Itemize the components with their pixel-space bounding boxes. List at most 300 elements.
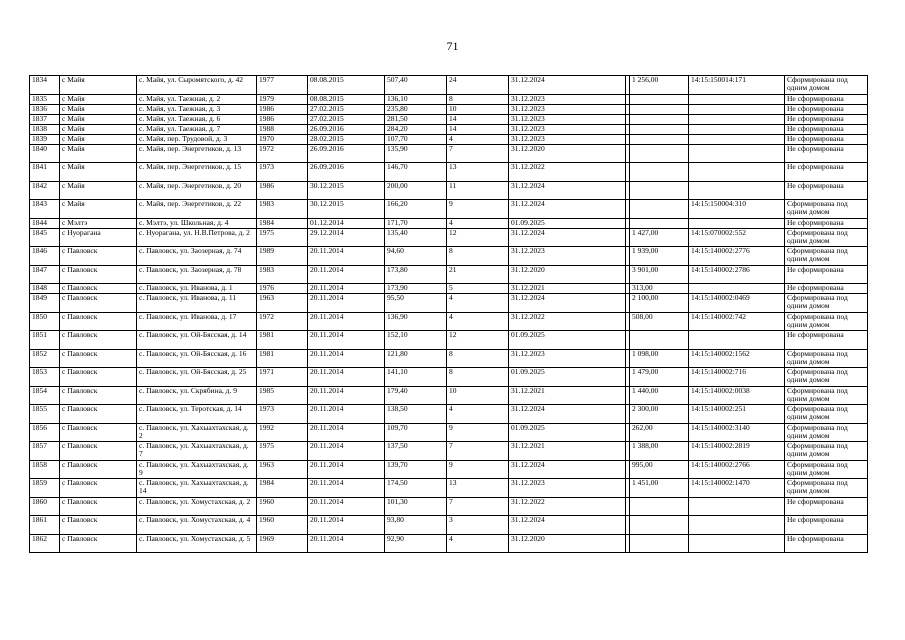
build-year-cell: 1963: [257, 294, 308, 313]
address-cell: с. Павловск, ул. Заозерная, д. 74: [137, 247, 257, 266]
status-cell: Сформирована под одним домом: [785, 386, 868, 405]
table-row: [30, 124, 868, 134]
amount-cell: [630, 124, 689, 134]
row-number-cell: 1849: [30, 294, 60, 313]
count-cell: 12: [447, 331, 509, 350]
locality-cell: с Павловск: [60, 479, 137, 498]
amount-cell: 262,00: [630, 423, 689, 442]
build-year-cell: 1960: [257, 497, 308, 516]
area-cell: 235,80: [385, 104, 447, 114]
cadastral-number-cell: [689, 516, 785, 535]
build-year-cell: 1985: [257, 386, 308, 405]
area-cell: 152,10: [385, 331, 447, 350]
build-year-cell: 1984: [257, 479, 308, 498]
area-cell: 93,80: [385, 516, 447, 535]
deadline-cell: 31.12.2021: [509, 284, 626, 294]
date-cell: 30.12.2015: [308, 200, 385, 219]
locality-cell: с Майя: [60, 76, 137, 95]
deadline-cell: 31.12.2021: [509, 442, 626, 461]
deadline-cell: 01.09.2025: [509, 423, 626, 442]
count-cell: 4: [447, 134, 509, 144]
row-number-cell: 1856: [30, 423, 60, 442]
build-year-cell: 1975: [257, 442, 308, 461]
status-cell: Не сформирована: [785, 218, 868, 228]
status-cell: Не сформирована: [785, 94, 868, 104]
deadline-cell: 31.12.2024: [509, 228, 626, 247]
cadastral-number-cell: 14:15:150014:171: [689, 76, 785, 95]
status-cell: Не сформирована: [785, 181, 868, 200]
row-number-cell: 1837: [30, 114, 60, 124]
table-row: [30, 181, 868, 200]
status-cell: Сформирована под одним домом: [785, 479, 868, 498]
area-cell: 92,90: [385, 534, 447, 553]
address-cell: с. Павловск, ул. Хахыахтахская, д. 7: [137, 442, 257, 461]
date-cell: 27.02.2015: [308, 114, 385, 124]
date-cell: 20.11.2014: [308, 284, 385, 294]
area-cell: 95,50: [385, 294, 447, 313]
status-cell: Не сформирована: [785, 331, 868, 350]
page-number: 71: [446, 39, 459, 53]
count-cell: 21: [447, 265, 509, 284]
locality-cell: с Павловск: [60, 405, 137, 424]
status-cell: Сформирована под одним домом: [785, 294, 868, 313]
area-cell: 109,70: [385, 423, 447, 442]
date-cell: 30.12.2015: [308, 181, 385, 200]
status-cell: Не сформирована: [785, 114, 868, 124]
address-cell: с. Мэлтэ, ул. Школьная, д. 4: [137, 218, 257, 228]
locality-cell: с Мэлтэ: [60, 218, 137, 228]
housing-registry-table: [29, 75, 868, 553]
address-cell: с. Павловск, ул. Хахыахтахская, д. 14: [137, 479, 257, 498]
row-number-cell: 1861: [30, 516, 60, 535]
deadline-cell: 31.12.2024: [509, 200, 626, 219]
count-cell: 8: [447, 247, 509, 266]
date-cell: 27.02.2015: [308, 104, 385, 114]
table-row: [30, 460, 868, 479]
count-cell: 4: [447, 312, 509, 331]
build-year-cell: 1960: [257, 516, 308, 535]
area-cell: 173,90: [385, 284, 447, 294]
count-cell: 7: [447, 442, 509, 461]
cadastral-number-cell: [689, 331, 785, 350]
address-cell: с. Павловск, ул. Ой-Бясская, д. 25: [137, 368, 257, 387]
amount-cell: 1 939,00: [630, 247, 689, 266]
row-number-cell: 1836: [30, 104, 60, 114]
deadline-cell: 31.12.2023: [509, 349, 626, 368]
address-cell: с. Павловск, ул. Скрябина, д. 9: [137, 386, 257, 405]
deadline-cell: 31.12.2024: [509, 294, 626, 313]
date-cell: 20.11.2014: [308, 331, 385, 350]
area-cell: 107,70: [385, 134, 447, 144]
date-cell: 08.08.2015: [308, 76, 385, 95]
amount-cell: 2 100,00: [630, 294, 689, 313]
build-year-cell: 1969: [257, 534, 308, 553]
area-cell: 136,10: [385, 94, 447, 104]
locality-cell: с Павловск: [60, 265, 137, 284]
build-year-cell: 1989: [257, 247, 308, 266]
status-cell: Сформирована под одним домом: [785, 200, 868, 219]
amount-cell: 1 440,00: [630, 386, 689, 405]
deadline-cell: 31.12.2024: [509, 405, 626, 424]
date-cell: 20.11.2014: [308, 534, 385, 553]
date-cell: 26.09.2016: [308, 124, 385, 134]
address-cell: с. Майя, пер. Энергетиков, д. 22: [137, 200, 257, 219]
area-cell: 200,00: [385, 181, 447, 200]
locality-cell: с Павловск: [60, 534, 137, 553]
build-year-cell: 1963: [257, 460, 308, 479]
build-year-cell: 1986: [257, 104, 308, 114]
locality-cell: с Майя: [60, 94, 137, 104]
count-cell: 7: [447, 497, 509, 516]
amount-cell: [630, 516, 689, 535]
address-cell: с. Павловск, ул. Ой-Бясская, д. 16: [137, 349, 257, 368]
date-cell: 20.11.2014: [308, 405, 385, 424]
row-number-cell: 1862: [30, 534, 60, 553]
deadline-cell: 31.12.2023: [509, 124, 626, 134]
count-cell: 11: [447, 181, 509, 200]
deadline-cell: 01.09.2025: [509, 368, 626, 387]
table-row: [30, 497, 868, 516]
cadastral-number-cell: [689, 94, 785, 104]
amount-cell: [630, 181, 689, 200]
address-cell: с. Майя, пер. Энергетиков, д. 15: [137, 163, 257, 182]
count-cell: 4: [447, 405, 509, 424]
cadastral-number-cell: [689, 124, 785, 134]
deadline-cell: 31.12.2021: [509, 386, 626, 405]
address-cell: с. Майя, пер. Энергетиков, д. 13: [137, 144, 257, 163]
deadline-cell: 31.12.2023: [509, 247, 626, 266]
deadline-cell: 31.12.2022: [509, 163, 626, 182]
table-row: [30, 442, 868, 461]
build-year-cell: 1971: [257, 368, 308, 387]
cadastral-number-cell: 14:15:140002:1562: [689, 349, 785, 368]
table-row: [30, 94, 868, 104]
locality-cell: с Павловск: [60, 284, 137, 294]
count-cell: 5: [447, 284, 509, 294]
address-cell: с. Майя, ул. Сыромятского, д. 42: [137, 76, 257, 95]
table-row: [30, 228, 868, 247]
row-number-cell: 1839: [30, 134, 60, 144]
cadastral-number-cell: 14:15:140002:251: [689, 405, 785, 424]
build-year-cell: 1981: [257, 331, 308, 350]
status-cell: Сформирована под одним домом: [785, 76, 868, 95]
row-number-cell: 1859: [30, 479, 60, 498]
date-cell: 20.11.2014: [308, 294, 385, 313]
count-cell: 3: [447, 516, 509, 535]
area-cell: 101,30: [385, 497, 447, 516]
cadastral-number-cell: 14:15:140002:2819: [689, 442, 785, 461]
address-cell: с. Павловск, ул. Хомустахская, д. 4: [137, 516, 257, 535]
locality-cell: с Павловск: [60, 312, 137, 331]
row-number-cell: 1848: [30, 284, 60, 294]
table-row: [30, 76, 868, 95]
count-cell: 13: [447, 163, 509, 182]
deadline-cell: 31.12.2023: [509, 134, 626, 144]
cadastral-number-cell: 14:15:140002:742: [689, 312, 785, 331]
build-year-cell: 1988: [257, 124, 308, 134]
build-year-cell: 1977: [257, 76, 308, 95]
date-cell: 20.11.2014: [308, 423, 385, 442]
table-row: [30, 349, 868, 368]
status-cell: Сформирована под одним домом: [785, 247, 868, 266]
status-cell: Не сформирована: [785, 104, 868, 114]
count-cell: 4: [447, 534, 509, 553]
locality-cell: с Павловск: [60, 442, 137, 461]
amount-cell: 1 451,00: [630, 479, 689, 498]
deadline-cell: 01.09.2025: [509, 331, 626, 350]
table-row: [30, 423, 868, 442]
row-number-cell: 1838: [30, 124, 60, 134]
deadline-cell: 31.12.2023: [509, 479, 626, 498]
address-cell: с. Павловск, ул. Хахыахтахская, д. 9: [137, 460, 257, 479]
address-cell: с. Майя, ул. Таежная, д. 7: [137, 124, 257, 134]
cadastral-number-cell: [689, 104, 785, 114]
table-row: [30, 284, 868, 294]
table-row: [30, 144, 868, 163]
build-year-cell: 1976: [257, 284, 308, 294]
date-cell: 20.11.2014: [308, 312, 385, 331]
area-cell: 138,50: [385, 405, 447, 424]
cadastral-number-cell: [689, 114, 785, 124]
area-cell: 141,10: [385, 368, 447, 387]
row-number-cell: 1844: [30, 218, 60, 228]
cadastral-number-cell: [689, 218, 785, 228]
build-year-cell: 1970: [257, 134, 308, 144]
row-number-cell: 1835: [30, 94, 60, 104]
count-cell: 8: [447, 94, 509, 104]
row-number-cell: 1852: [30, 349, 60, 368]
locality-cell: с Нуорагана: [60, 228, 137, 247]
table-row: [30, 479, 868, 498]
table-row: [30, 134, 868, 144]
status-cell: Не сформирована: [785, 265, 868, 284]
amount-cell: [630, 114, 689, 124]
date-cell: 28.02.2015: [308, 134, 385, 144]
date-cell: 01.12.2014: [308, 218, 385, 228]
cadastral-number-cell: [689, 163, 785, 182]
status-cell: Сформирована под одним домом: [785, 442, 868, 461]
deadline-cell: 31.12.2024: [509, 181, 626, 200]
amount-cell: [630, 218, 689, 228]
amount-cell: [630, 497, 689, 516]
status-cell: Не сформирована: [785, 497, 868, 516]
locality-cell: с Майя: [60, 114, 137, 124]
build-year-cell: 1986: [257, 114, 308, 124]
table-row: [30, 331, 868, 350]
area-cell: 146,70: [385, 163, 447, 182]
locality-cell: с Майя: [60, 144, 137, 163]
amount-cell: [630, 534, 689, 553]
area-cell: 284,20: [385, 124, 447, 134]
locality-cell: с Павловск: [60, 368, 137, 387]
build-year-cell: 1972: [257, 312, 308, 331]
count-cell: 4: [447, 294, 509, 313]
amount-cell: 1 256,00: [630, 76, 689, 95]
cadastral-number-cell: [689, 134, 785, 144]
build-year-cell: 1973: [257, 405, 308, 424]
status-cell: Не сформирована: [785, 163, 868, 182]
deadline-cell: 01.09.2025: [509, 218, 626, 228]
build-year-cell: 1983: [257, 265, 308, 284]
locality-cell: с Павловск: [60, 349, 137, 368]
deadline-cell: 31.12.2022: [509, 312, 626, 331]
table-row: [30, 163, 868, 182]
date-cell: 08.08.2015: [308, 94, 385, 104]
amount-cell: [630, 134, 689, 144]
deadline-cell: 31.12.2024: [509, 516, 626, 535]
table-row: [30, 218, 868, 228]
cadastral-number-cell: 14:15:140002:0469: [689, 294, 785, 313]
row-number-cell: 1847: [30, 265, 60, 284]
locality-cell: с Павловск: [60, 497, 137, 516]
date-cell: 20.11.2014: [308, 349, 385, 368]
status-cell: Сформирована под одним домом: [785, 312, 868, 331]
row-number-cell: 1858: [30, 460, 60, 479]
deadline-cell: 31.12.2024: [509, 460, 626, 479]
locality-cell: с Павловск: [60, 247, 137, 266]
count-cell: 10: [447, 386, 509, 405]
status-cell: Не сформирована: [785, 124, 868, 134]
address-cell: с. Павловск, ул. Хомустахская, д. 5: [137, 534, 257, 553]
locality-cell: с Павловск: [60, 331, 137, 350]
locality-cell: с Павловск: [60, 516, 137, 535]
locality-cell: с Майя: [60, 124, 137, 134]
status-cell: Сформирована под одним домом: [785, 405, 868, 424]
row-number-cell: 1855: [30, 405, 60, 424]
area-cell: 281,50: [385, 114, 447, 124]
deadline-cell: 31.12.2020: [509, 144, 626, 163]
address-cell: с. Майя, ул. Таежная, д. 2: [137, 94, 257, 104]
count-cell: 7: [447, 144, 509, 163]
count-cell: 9: [447, 200, 509, 219]
cadastral-number-cell: 14:15:140002:0038: [689, 386, 785, 405]
amount-cell: 995,00: [630, 460, 689, 479]
area-cell: 136,90: [385, 312, 447, 331]
table-row: [30, 104, 868, 114]
area-cell: 166,20: [385, 200, 447, 219]
row-number-cell: 1834: [30, 76, 60, 95]
cadastral-number-cell: [689, 144, 785, 163]
amount-cell: [630, 94, 689, 104]
amount-cell: [630, 163, 689, 182]
locality-cell: с Павловск: [60, 423, 137, 442]
area-cell: 171,70: [385, 218, 447, 228]
locality-cell: с Павловск: [60, 386, 137, 405]
build-year-cell: 1972: [257, 144, 308, 163]
date-cell: 20.11.2014: [308, 516, 385, 535]
status-cell: Не сформирована: [785, 134, 868, 144]
cadastral-number-cell: 14:15:140002:2766: [689, 460, 785, 479]
row-number-cell: 1845: [30, 228, 60, 247]
build-year-cell: 1979: [257, 94, 308, 104]
amount-cell: [630, 104, 689, 114]
build-year-cell: 1984: [257, 218, 308, 228]
build-year-cell: 1975: [257, 228, 308, 247]
deadline-cell: 31.12.2024: [509, 76, 626, 95]
table-row: [30, 516, 868, 535]
row-number-cell: 1840: [30, 144, 60, 163]
row-number-cell: 1843: [30, 200, 60, 219]
date-cell: 20.11.2014: [308, 368, 385, 387]
count-cell: 12: [447, 228, 509, 247]
amount-cell: 1 479,00: [630, 368, 689, 387]
count-cell: 9: [447, 460, 509, 479]
locality-cell: с Павловск: [60, 294, 137, 313]
status-cell: Не сформирована: [785, 144, 868, 163]
row-number-cell: 1851: [30, 331, 60, 350]
cadastral-number-cell: 14:15:140002:2776: [689, 247, 785, 266]
area-cell: 174,50: [385, 479, 447, 498]
row-number-cell: 1854: [30, 386, 60, 405]
amount-cell: 508,00: [630, 312, 689, 331]
locality-cell: с Майя: [60, 200, 137, 219]
row-number-cell: 1846: [30, 247, 60, 266]
build-year-cell: 1992: [257, 423, 308, 442]
deadline-cell: 31.12.2023: [509, 104, 626, 114]
status-cell: Не сформирована: [785, 516, 868, 535]
status-cell: Не сформирована: [785, 534, 868, 553]
address-cell: с. Майя, ул. Таежная, д. 6: [137, 114, 257, 124]
amount-cell: 1 098,00: [630, 349, 689, 368]
area-cell: 173,80: [385, 265, 447, 284]
cadastral-number-cell: [689, 181, 785, 200]
locality-cell: с Майя: [60, 134, 137, 144]
address-cell: с. Майя, пер. Трудовой, д. 3: [137, 134, 257, 144]
table-row: [30, 114, 868, 124]
area-cell: 179,40: [385, 386, 447, 405]
status-cell: Сформирована под одним домом: [785, 423, 868, 442]
area-cell: 137,50: [385, 442, 447, 461]
build-year-cell: 1986: [257, 181, 308, 200]
row-number-cell: 1860: [30, 497, 60, 516]
amount-cell: [630, 144, 689, 163]
address-cell: с. Павловск, ул. Ой-Бясская, д. 14: [137, 331, 257, 350]
table-row: [30, 405, 868, 424]
table-row: [30, 294, 868, 313]
locality-cell: с Майя: [60, 104, 137, 114]
count-cell: 24: [447, 76, 509, 95]
area-cell: 139,70: [385, 460, 447, 479]
count-cell: 10: [447, 104, 509, 114]
deadline-cell: 31.12.2020: [509, 534, 626, 553]
status-cell: Сформирована под одним домом: [785, 368, 868, 387]
address-cell: с. Майя, ул. Таежная, д. 3: [137, 104, 257, 114]
area-cell: 507,40: [385, 76, 447, 95]
date-cell: 20.11.2014: [308, 497, 385, 516]
cadastral-number-cell: 14:15:140002:3140: [689, 423, 785, 442]
build-year-cell: 1983: [257, 200, 308, 219]
date-cell: 20.11.2014: [308, 479, 385, 498]
address-cell: с. Нуорагана, ул. Н.В.Петрова, д. 2: [137, 228, 257, 247]
amount-cell: 2 300,00: [630, 405, 689, 424]
date-cell: 20.11.2014: [308, 247, 385, 266]
table-body: [30, 76, 868, 553]
date-cell: 26.09.2016: [308, 144, 385, 163]
count-cell: 9: [447, 423, 509, 442]
count-cell: 8: [447, 349, 509, 368]
address-cell: с. Павловск, ул. Заозерная, д. 78: [137, 265, 257, 284]
date-cell: 29.12.2014: [308, 228, 385, 247]
amount-cell: 3 901,00: [630, 265, 689, 284]
status-cell: Сформирована под одним домом: [785, 349, 868, 368]
address-cell: с. Майя, пер. Энергетиков, д. 20: [137, 181, 257, 200]
count-cell: 13: [447, 479, 509, 498]
table-row: [30, 386, 868, 405]
area-cell: 94,60: [385, 247, 447, 266]
locality-cell: с Майя: [60, 163, 137, 182]
cadastral-number-cell: [689, 497, 785, 516]
count-cell: 14: [447, 124, 509, 134]
